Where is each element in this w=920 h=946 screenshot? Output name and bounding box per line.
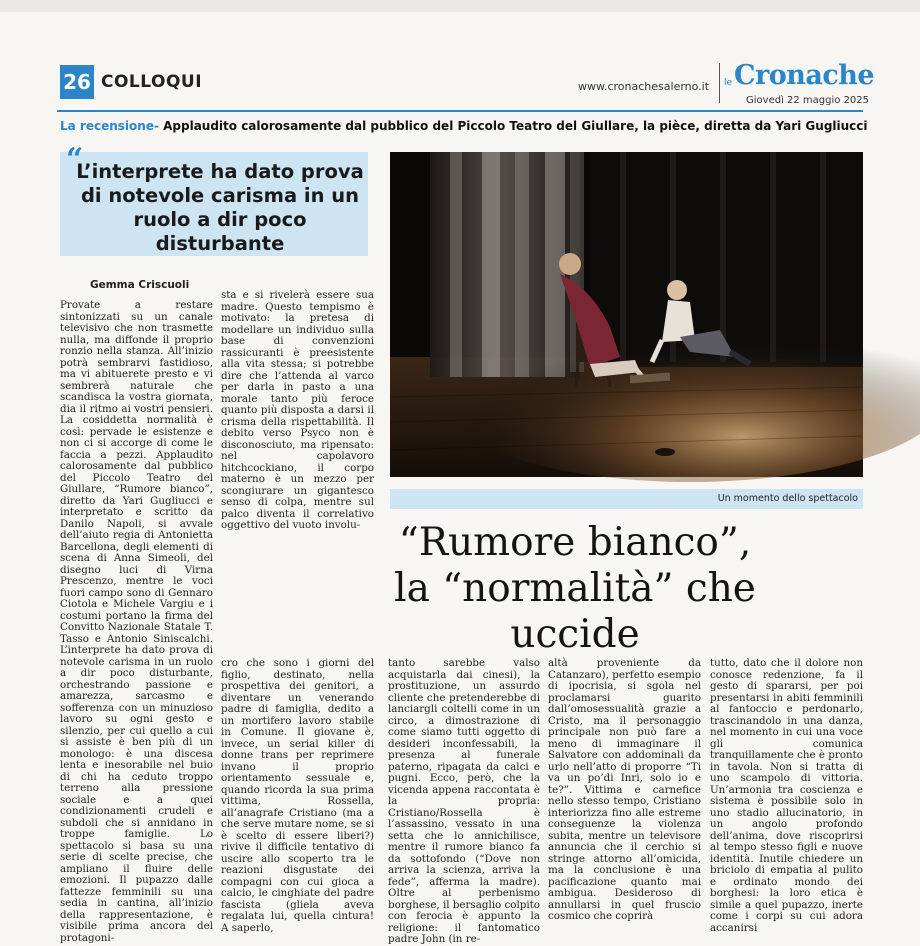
top-band	[0, 0, 920, 12]
article-column-1: Provate a restare sintonizzati su un canale televisivo che non trasmette nulla, ma diffonde il proprio ronzio nella stanza. All’inizio potrà sembrarvi fastidioso, ma vi abituerete presto e vi sembrerà naturale che scandisca la vostra giornata, dia il ritmo ai vostri pensieri. La cosiddetta normalità è così: pervade le esistenze e non ci si accorge di come le faccia a pezzi. Applaudito calorosamente dal pubblico del Piccolo Teatro del Giullare, “Rumore bianco”, diretto da Yari Gugliucci e interpretato e scritto da Danilo Napoli, si avvale dell’aiuto regia di Antonietta Barcellona, degli elementi di scena di Anna Simeoli, del disegno luci di Virna Prescenzo, mentre le voci fuori campo sono di Gennaro Ciotola e Michele Vargiu e i costumi portano la firma del Convitto Nazionale Statale T. Tasso e Antonio Siniscalchi. L’interprete ha dato prova di notevole carisma in un ruolo a dir poco disturbante, orchestrando passione e amarezza, sarcasmo e sofferenza con un minuzioso lavoro su ogni gesto e silenzio, per cui quello a cui si assiste è ben più di un monologo: è una discesa lenta e inesorabile nel buio di chi ha ceduto troppo terreno alla pressione sociale e a quei condizionamenti crudeli e subdoli che si annidano in troppe famiglie. Lo spettacolo si basa su una serie di scelte precise, che ampliano il fluire delle emozioni. Il pupazzo dalle fattezze femminili su una sedia in cantina, all’inizio della rappresentazione, è visibile prima ancora del protagoni-	[60, 299, 213, 944]
quote-mark-icon: “	[66, 142, 84, 177]
headline	[335, 520, 815, 658]
header-divider	[719, 63, 720, 103]
headline-line-2: la “normalità” che uccide	[394, 566, 756, 657]
kicker-label: La recensione-	[60, 119, 159, 133]
article-column-4: tanto sarebbe valso acquistarla dai cinesi), la prostituzione, un assurdo cliente che pretenderebbe di lanciargli coltelli come in un circo, a dimostrazione di come siamo tutti oggetto di desideri inconfessabili, la presenza al funerale paterno, ripagata da calci e pugni. Ecco, però, che la vicenda appena raccontata è la propria: Cristiano/Rossella è l’assassino, vessato in una setta che lo annichilisce, mentre il rumore bianco fa da sottofondo (“Dove non arriva la scienza, arriva la fede”, afferma la madre). Oltre al perbenismo borghese, il bersaglio colpito con ferocia è appunto la religione: il fantomatico padre John (in re-	[388, 657, 540, 945]
article-column-2: sta e si rivelerà essere sua madre. Questo tempismo è motivato: la pretesa di modellare un individuo sulla base di convenzioni rassicuranti è preesistente alla vita stessa; si potrebbe dire che l’attenda al varco per darla in pasto a una morale tanto più feroce quanto più disposta a darsi il crisma della rispettabilità. Il debito verso Psyco non è disconosciuto, ma ripensato: nel capolavoro hitchcockiano, il corpo materno è un mezzo per scongiurare un gigantesco senso di colpa, mentre sul palco diventa il correlativo oggettivo del vuoto involu-	[221, 289, 374, 531]
article-column-5: altà proveniente da Catanzaro), perfetto esempio di ipocrisia, si sgola nel proclamarsi guarito dall’omosessualità grazie a Cristo, ma il personaggio principale non può fare a meno di immaginare il Salvatore con addominali da urlo nell’atto di proporre “Ti va un po’di Inri, solo io e te?”. Vittima e carnefice nello stesso tempo, Cristiano interiorizza fino alle estreme conseguenze la violenza subita, mentre un televisore annuncia che il cerchio si stringe attorno all’omicida, ma la conclusione è una pacificazione quanto mai ambigua. Desideroso di annullarsi in quel fruscio cosmico che coprirà	[548, 657, 701, 922]
headline-line-1: “Rumore bianco”,	[398, 520, 752, 565]
logo-prefix: le	[724, 78, 733, 88]
author-byline: Gemma Criscuoli	[90, 279, 190, 291]
photo-caption: Un momento dello spettacolo	[717, 493, 858, 504]
article-column-3: cro che sono i giorni del figlio, destinato, nella prospettiva dei genitori, a diventare un venerando padre di famiglia, dedito a un mortifero lavoro stabile in Comune. Il giovane è, invece, un serial killer di donne trans per reprimere invano il proprio orientamento sessuale e, quando ricorda la sua prima vittima, Rossella, all’anagrafe Cristiano (ma a che serve mutare nome, se si è scelto di essere liberi?) rivive il difficile tentativo di uscire allo scoperto tra le reazioni disgustate dei compagni con cui gioca a calcio, le cinghiate del padre fascista (gliela aveva regalata lui, quella cintura! A saperlo,	[221, 657, 374, 934]
section-title: COLLOQUI	[101, 72, 203, 92]
header-rule	[57, 110, 863, 112]
stage-photo-illustration	[390, 152, 863, 477]
issue-date: Giovedì 22 maggio 2025	[746, 95, 870, 106]
pull-quote: L’interprete ha dato prova di notevole carisma in un ruolo a dir poco disturbante	[76, 160, 364, 255]
website-url[interactable]: www.cronachesalerno.it	[578, 80, 710, 93]
stage-photo	[390, 152, 863, 477]
kicker-text: Applaudito calorosamente dal pubblico del Piccolo Teatro del Giullare, la pièce, diretta da Yari Gugliucci	[158, 119, 868, 133]
kicker	[60, 119, 868, 133]
page-number: 26	[60, 65, 94, 99]
newspaper-logo: Cronache	[734, 60, 875, 91]
article-column-6: tutto, dato che il dolore non conosce redenzione, fa il gesto di spararsi, per poi presentarsi in abiti femminili al fantoccio e perdonarlo, trascinandolo in una danza, nel momento in cui una voce gli comunica tranquillamente che è pronto in tavola. Non si tratta di uno scampolo di vittoria. Un’armonia tra coscienza e sistema è possibile solo in uno stadio allucinatorio, in un angolo profondo dell’anima, dove riscoprirsi al tempo stesso figli e nuove identità. Inutile chiedere un briciolo di empatia al pulito e ordinato mondo dei borghesi: la loro etica è simile a quel pupazzo, inerte come i corpi su cui adora accanirsi	[710, 657, 863, 934]
